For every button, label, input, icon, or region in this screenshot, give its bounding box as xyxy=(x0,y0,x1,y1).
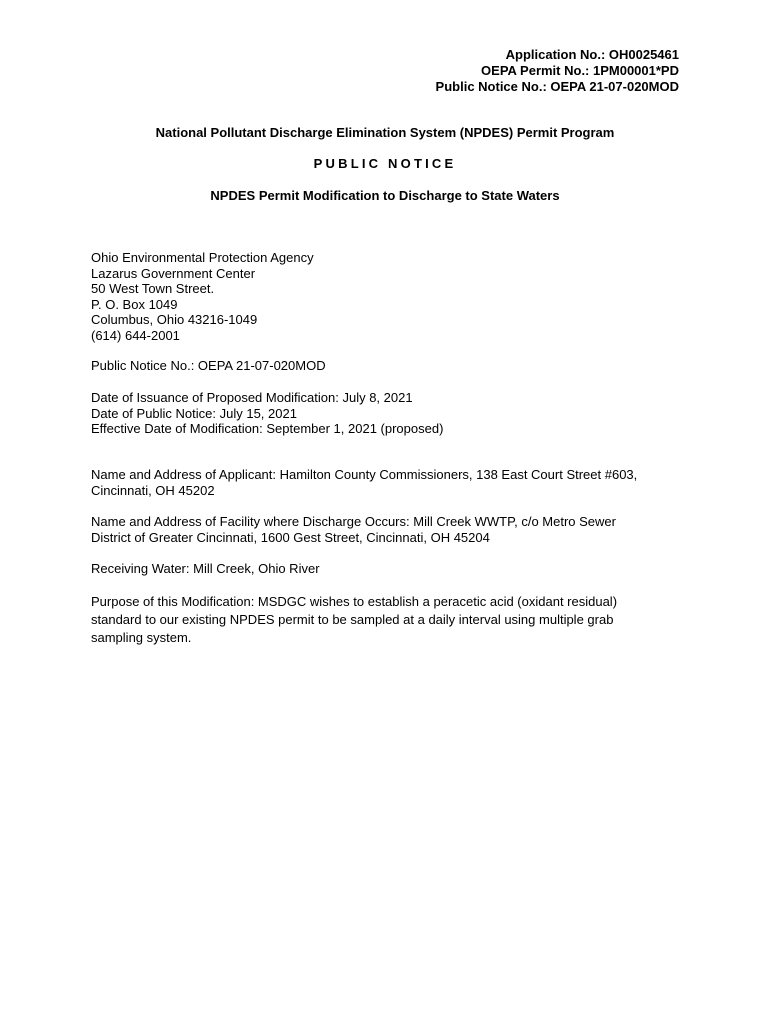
agency-address-line: 50 West Town Street. xyxy=(91,281,215,297)
public-notice-number-text: Public Notice No.: OEPA 21-07-020MOD xyxy=(91,358,326,373)
agency-address-line: P. O. Box 1049 xyxy=(91,296,178,312)
issuance-date: Date of Issuance of Proposed Modification: July 8, 2021 xyxy=(91,390,413,405)
facility-block xyxy=(91,514,691,545)
purpose-line: Purpose of this Modification: MSDGC wishes to establish a peracetic acid (oxidant residual) xyxy=(91,594,618,609)
public-notice-date: Date of Public Notice: July 15, 2021 xyxy=(91,405,297,421)
applicant-line: Name and Address of Applicant: Hamilton County Commissioners, 138 East Court Street #603, xyxy=(91,467,638,482)
modification-title: NPDES Permit Modification to Discharge to State Waters xyxy=(210,188,560,203)
effective-date: Effective Date of Modification: September 1, 2021 (proposed) xyxy=(91,421,444,437)
agency-address-line: Columbus, Ohio 43216-1049 xyxy=(91,312,258,328)
agency-phone: (614) 644-2001 xyxy=(91,327,180,343)
applicant-line: Cincinnati, OH 45202 xyxy=(91,482,215,498)
purpose-line: sampling system. xyxy=(91,630,192,645)
public-notice-number-line xyxy=(91,358,691,374)
receiving-water xyxy=(91,561,691,577)
agency-address xyxy=(91,250,691,344)
oepa-permit-number: OEPA Permit No.: 1PM00001*PD xyxy=(481,63,679,78)
receiving-water-text: Receiving Water: Mill Creek, Ohio River xyxy=(91,561,320,576)
program-title: National Pollutant Discharge Elimination System (NPDES) Permit Program xyxy=(155,125,615,140)
purpose-line: standard to our existing NPDES permit to be sampled at a daily interval using multiple grab xyxy=(91,612,614,627)
applicant-block xyxy=(91,467,691,498)
application-number: Application No.: OH0025461 xyxy=(505,47,679,62)
dates-block xyxy=(91,390,691,437)
public-notice-number-header: Public Notice No.: OEPA 21-07-020MOD xyxy=(435,79,679,94)
facility-line: District of Greater Cincinnati, 1600 Gest Street, Cincinnati, OH 45204 xyxy=(91,529,490,545)
public-notice-heading: PUBLIC NOTICE xyxy=(313,156,457,171)
purpose-block xyxy=(91,593,691,647)
agency-address-line: Lazarus Government Center xyxy=(91,265,256,281)
agency-address-line: Ohio Environmental Protection Agency xyxy=(91,250,314,265)
facility-line: Name and Address of Facility where Discharge Occurs: Mill Creek WWTP, c/o Metro Sewer xyxy=(91,514,616,529)
header-reference-block xyxy=(436,47,679,95)
